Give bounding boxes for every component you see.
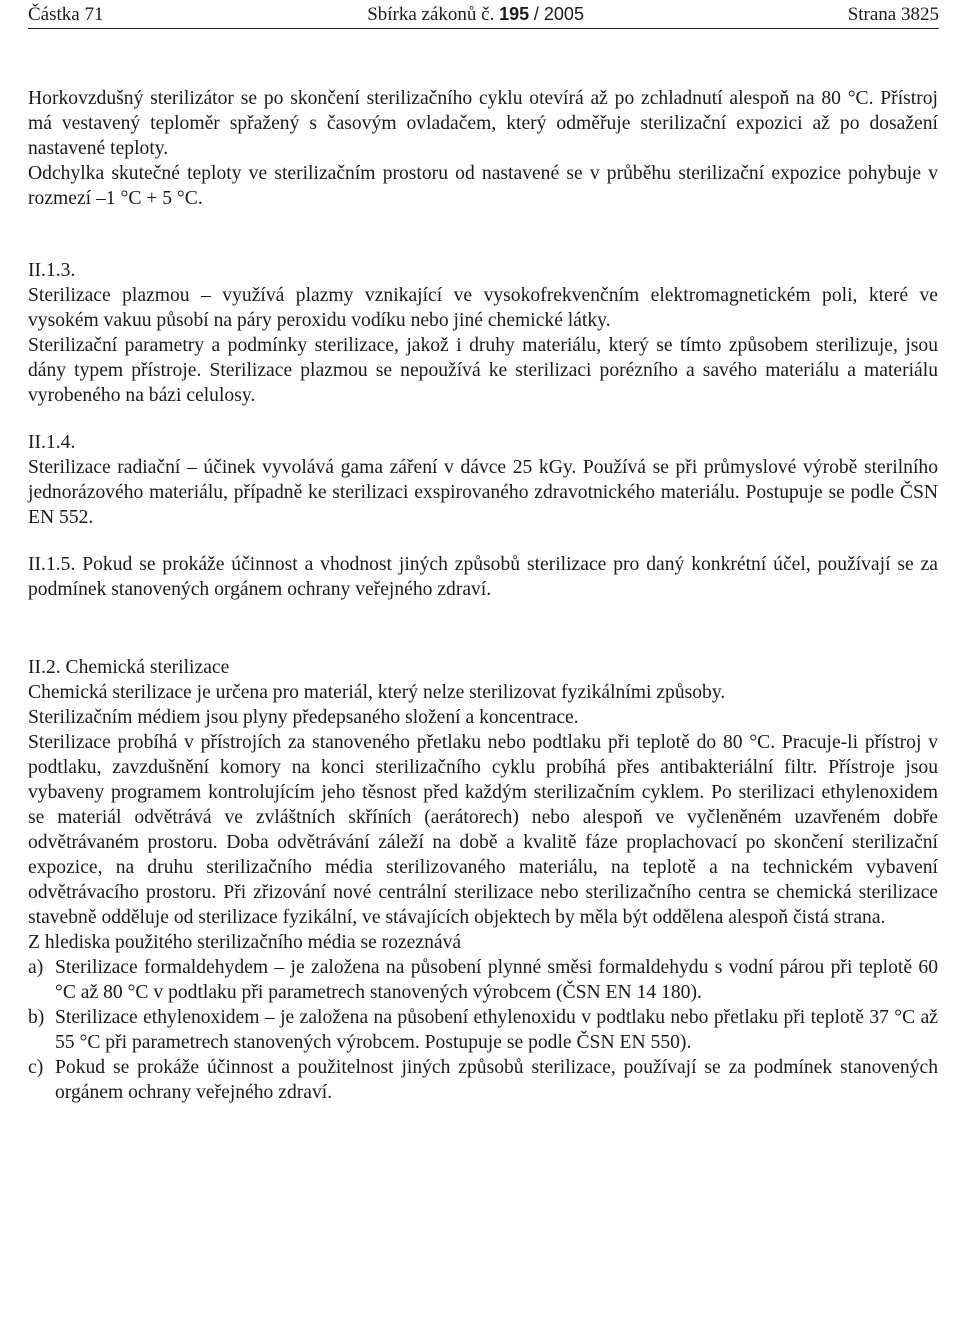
list-item-label: c) (28, 1057, 44, 1078)
list-item (28, 1005, 938, 1055)
list-item (28, 955, 938, 1005)
page-header (28, 2, 939, 29)
paragraph-temperature-deviation: Odchylka skutečné teploty ve sterilizačním prostoru od nastavené se v průběhu sterilizační expozice pohybuje v rozmezí –1 °C + 5 °C. (28, 163, 938, 209)
paragraph-plasma-parameters: Sterilizační parametry a podmínky sterilizace, jakož i druhy materiálu, který se tímto způsobem sterilizuje, jsou dány typem přístroje. Sterilizace plazmou se nepoužívá ke sterilizaci porézního a savého materiálu a materiálu vyrobeného na bázi celulosy. (28, 335, 938, 406)
paragraph-ii-1-5-other-methods: II.1.5. Pokud se prokáže účinnost a vhodnost jiných způsobů sterilizace pro daný konkrétní účel, používají se za podmínek stanovených orgánem ochrany veřejného zdraví. (28, 554, 938, 600)
document-body (28, 86, 938, 1105)
paragraph-plasma-sterilization: Sterilizace plazmou – využívá plazmy vznikající ve vysokofrekvenčním elektromagnetickém poli, které ve vysokém vakuu působí na páry peroxidu vodíku nebo jiné chemické látky. (28, 285, 938, 331)
header-page-number: Strana 3825 (847, 4, 939, 25)
list-item-text: Sterilizace ethylenoxidem – je založena na působení ethylenoxidu v podtlaku nebo přetlaku při teplotě 37 °C až 55 °C při parametrech stanovených výrobcem. Postupuje se podle ČSN EN 550). (55, 1007, 938, 1053)
list-item-label: a) (28, 957, 44, 978)
list-item-label: b) (28, 1007, 45, 1028)
list-item-text: Pokud se prokáže účinnost a použitelnost jiných způsobů sterilizace, používají se za podmínek stanovených orgánem ochrany veřejného zdraví. (55, 1057, 938, 1103)
paragraph-medium-types-intro: Z hlediska použitého sterilizačního média se rozeznává (28, 932, 462, 953)
header-collection-prefix: Sbírka zákonů č. (367, 4, 495, 25)
list-item-text: Sterilizace formaldehydem – je založena na působení plynné směsi formaldehydu s vodní párou při teplotě 60 °C až 80 °C v podtlaku při parametrech stanovených výrobcem (ČSN EN 14 180). (55, 957, 938, 1003)
section-number-ii-1-3: II.1.3. (28, 260, 76, 281)
section-title-chemical-sterilization: II.2. Chemická sterilizace (28, 657, 230, 678)
header-part-number: Částka 71 (28, 4, 104, 25)
paragraph-chemical-process: Sterilizace probíhá v přístrojích za stanoveného přetlaku nebo podtlaku při teplotě do 80 °C. Pracuje-li přístroj v podtlaku, zavzdušnění komory na konci sterilizačního cyklu probíhá přes antibakteriální filtr. Přístroje jsou vybaveny programem kontrolujícím jeho těsnost před každým sterilizačním cyklem. Po sterilizaci ethylenoxidem se materiál odvětrává ve zvláštních skříních (aerátorech) nebo alespoň ve vyčleněném uzavřeném dobře odvětrávaném prostoru. Doba odvětrávání záleží na době a kvalitě fáze proplachovací po skončení sterilizační expozice, na druhu sterilizačního média sterilizovaného materiálu, na teplotě a na technickém vybavení odvětrávacího prostoru. Při zřizování nové centrální sterilizace nebo sterilizačního centra se chemická sterilizace stavebně odděluje od sterilizace fyzikální, ve stávajících objektech by měla být oddělena alespoň čistá strana. (28, 732, 938, 928)
paragraph-hot-air-sterilizer: Horkovzdušný sterilizátor se po skončení sterilizačního cyklu otevírá až po zchladnutí alespoň na 80 °C. Přístroj má vestavený teploměr spřažený s časovým ovladačem, který odměřuje sterilizační expozici až po dosažení nastavené teploty. (28, 88, 938, 159)
paragraph-radiation-sterilization: Sterilizace radiační – účinek vyvolává gama záření v dávce 25 kGy. Používá se při průmyslové výrobě sterilního jednorázového materiálu, případně ke sterilizaci exspirovaného zdravotnického materiálu. Postupuje se podle ČSN EN 552. (28, 457, 938, 528)
list-item (28, 1055, 938, 1105)
paragraph-chemical-medium: Sterilizačním médiem jsou plyny předepsaného složení a koncentrace. (28, 707, 579, 728)
header-law-year: / 2005 (533, 4, 584, 24)
paragraph-chemical-purpose: Chemická sterilizace je určena pro materiál, který nelze sterilizovat fyzikálními způsoby. (28, 682, 726, 703)
section-number-ii-1-4: II.1.4. (28, 432, 76, 453)
header-collection (367, 4, 584, 26)
sterilization-media-list (28, 955, 938, 1105)
header-law-number: 195 (499, 4, 530, 24)
